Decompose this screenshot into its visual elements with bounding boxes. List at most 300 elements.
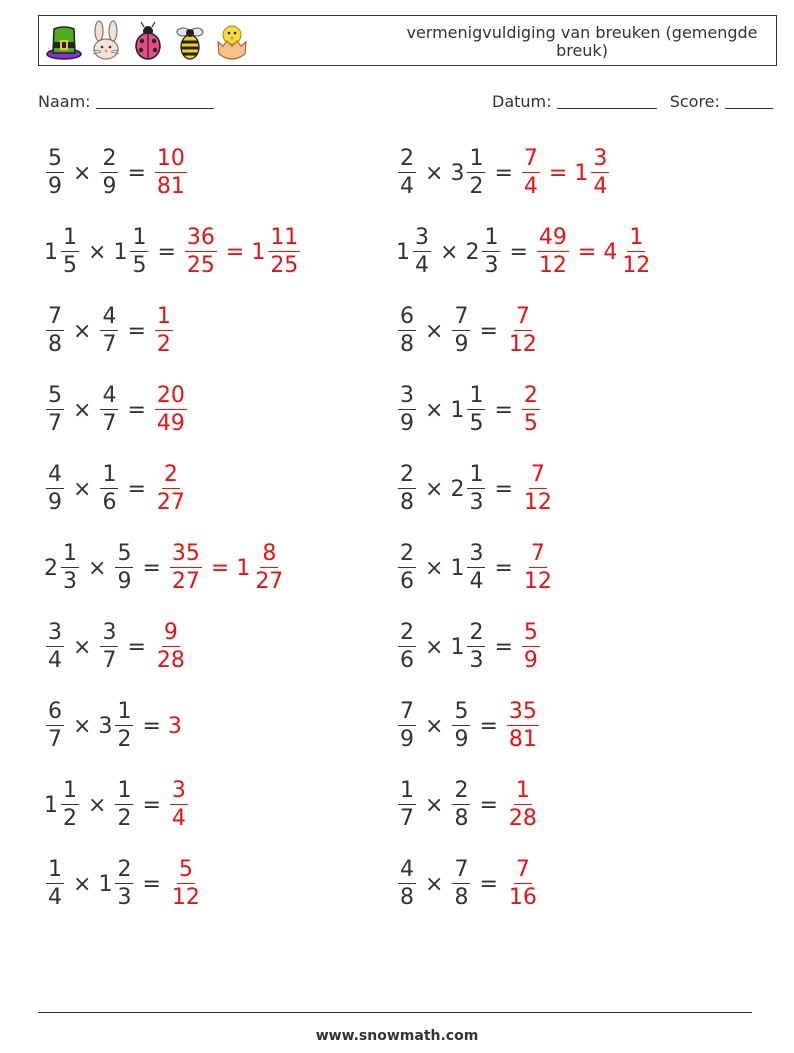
fraction (398, 464, 416, 514)
mixed-number (113, 780, 135, 830)
header-box (38, 15, 777, 66)
numerator: 1 (117, 699, 132, 724)
numerator: 2 (400, 146, 414, 171)
numerator: 3 (171, 778, 186, 803)
numerator: 1 (156, 304, 171, 329)
numerator: 5 (178, 857, 193, 882)
equals-sign: = (479, 318, 498, 344)
problem-item (396, 852, 541, 916)
fraction (522, 543, 554, 593)
equals-sign: = (142, 555, 161, 581)
whole-part: 1 (44, 792, 58, 818)
numerator: 2 (400, 541, 414, 566)
mixed-number (44, 227, 81, 277)
answer (505, 780, 541, 830)
equals-sign: = (142, 871, 161, 897)
denominator: 2 (156, 332, 171, 357)
times-sign: × (425, 634, 444, 660)
mixed-number (535, 227, 571, 277)
whole-part: 1 (44, 239, 58, 265)
numerator: 8 (262, 541, 277, 566)
numerator: 2 (454, 778, 469, 803)
equals-sign: = (479, 871, 498, 897)
mixed-number (44, 622, 66, 672)
equals-sign: = (494, 160, 513, 186)
bunny-icon (87, 20, 125, 62)
answer (520, 543, 556, 593)
mixed-number (396, 859, 418, 909)
mixed-number (465, 227, 502, 277)
fraction (100, 148, 118, 198)
problem-item (44, 694, 183, 758)
mixed-number (520, 148, 542, 198)
mixed-number (520, 464, 556, 514)
answer (520, 464, 556, 514)
denominator: 7 (48, 411, 62, 436)
problem-item (44, 773, 190, 837)
times-sign: × (73, 871, 92, 897)
fraction (61, 227, 79, 277)
denominator: 49 (156, 411, 185, 436)
denominator: 4 (48, 648, 62, 673)
date-label: Datum: (492, 92, 552, 111)
fraction (522, 622, 540, 672)
numerator: 10 (156, 146, 185, 171)
mixed-number (396, 306, 418, 356)
numerator: 1 (400, 778, 414, 803)
numerator: 1 (63, 541, 77, 566)
equals-sign: = (225, 239, 245, 265)
times-sign: × (88, 239, 107, 265)
mixed-number (450, 385, 487, 435)
numerator: 6 (48, 699, 62, 724)
fraction (46, 306, 64, 356)
date-score-field (492, 92, 773, 111)
mixed-number (168, 543, 204, 593)
equals-sign: = (142, 792, 161, 818)
numerator: 1 (117, 778, 132, 803)
mixed-number (396, 780, 418, 830)
fraction (170, 859, 202, 909)
problem-item (44, 536, 287, 600)
fraction (398, 622, 416, 672)
hat-icon (45, 20, 83, 62)
denominator: 25 (270, 253, 299, 278)
fraction (100, 385, 118, 435)
mixed-number (396, 543, 418, 593)
times-sign: × (73, 476, 92, 502)
mixed-number (98, 385, 120, 435)
fraction (467, 622, 485, 672)
fraction (591, 148, 609, 198)
numerator: 5 (48, 383, 62, 408)
fraction (130, 227, 148, 277)
mixed-number (98, 859, 135, 909)
ladybug-icon (129, 20, 167, 62)
denominator: 12 (523, 490, 552, 515)
fraction (620, 227, 652, 277)
mixed-number (450, 306, 472, 356)
denominator: 3 (63, 569, 77, 594)
score-line (725, 92, 773, 109)
mixed-number (450, 464, 487, 514)
denominator: 3 (469, 490, 484, 515)
fraction (253, 543, 285, 593)
denominator: 8 (400, 885, 414, 910)
numerator: 1 (469, 462, 484, 487)
numerator: 3 (593, 146, 608, 171)
equals-sign: = (494, 397, 513, 423)
whole-part: 3 (167, 713, 182, 739)
problem-item (44, 615, 189, 679)
numerator: 1 (484, 225, 499, 250)
denominator: 8 (454, 885, 469, 910)
fraction (452, 859, 470, 909)
answer (505, 701, 541, 751)
mixed-number (113, 227, 150, 277)
fraction (507, 780, 539, 830)
numerator: 2 (469, 620, 484, 645)
numerator: 7 (400, 699, 414, 724)
mixed-number (113, 543, 135, 593)
equals-sign: = (157, 239, 176, 265)
numerator: 2 (102, 146, 117, 171)
date-line (557, 92, 657, 109)
numerator: 5 (454, 699, 469, 724)
equals-sign: = (127, 160, 146, 186)
denominator: 9 (117, 569, 132, 594)
denominator: 6 (400, 569, 414, 594)
numerator: 5 (48, 146, 62, 171)
whole-part: 4 (603, 239, 618, 265)
whole-part: 2 (44, 555, 58, 581)
fraction (155, 148, 187, 198)
fraction (46, 385, 64, 435)
fraction (398, 780, 416, 830)
denominator: 9 (400, 727, 414, 752)
numerator: 1 (63, 778, 77, 803)
numerator: 1 (132, 225, 147, 250)
answer (520, 148, 611, 198)
numerator: 7 (48, 304, 62, 329)
mixed-number (396, 622, 418, 672)
fraction (155, 464, 187, 514)
numerator: 7 (530, 541, 545, 566)
times-sign: × (73, 634, 92, 660)
denominator: 7 (102, 332, 117, 357)
fraction (100, 306, 118, 356)
mixed-number (98, 464, 120, 514)
mixed-number (574, 148, 611, 198)
mixed-number (98, 622, 120, 672)
mixed-number (396, 227, 433, 277)
problem-item (396, 378, 542, 442)
fraction (522, 464, 554, 514)
problem-item (396, 773, 541, 837)
numerator: 1 (469, 383, 484, 408)
fraction (100, 622, 118, 672)
mixed-number (98, 148, 120, 198)
mixed-number (153, 148, 189, 198)
denominator: 16 (508, 885, 537, 910)
whole-part: 2 (450, 476, 465, 502)
times-sign: × (425, 555, 444, 581)
denominator: 27 (171, 569, 200, 594)
mixed-number (396, 701, 418, 751)
mixed-number (505, 780, 541, 830)
fraction (46, 464, 64, 514)
numerator: 3 (415, 225, 429, 250)
answer (168, 780, 190, 830)
numerator: 7 (515, 857, 530, 882)
whole-part: 3 (450, 160, 465, 186)
denominator: 3 (117, 885, 132, 910)
times-sign: × (73, 318, 92, 344)
mixed-number (450, 859, 472, 909)
times-sign: × (73, 397, 92, 423)
fraction (115, 859, 133, 909)
mixed-number (183, 227, 219, 277)
denominator: 28 (508, 806, 537, 831)
problem-item (44, 378, 189, 442)
whole-part: 1 (574, 160, 589, 186)
equals-sign: = (127, 397, 146, 423)
numerator: 4 (48, 462, 62, 487)
numerator: 20 (156, 383, 185, 408)
whole-part: 1 (251, 239, 266, 265)
denominator: 4 (593, 174, 608, 199)
times-sign: × (425, 792, 444, 818)
denominator: 3 (484, 253, 499, 278)
denominator: 12 (171, 885, 200, 910)
denominator: 5 (469, 411, 484, 436)
numerator: 3 (400, 383, 414, 408)
denominator: 9 (102, 174, 117, 199)
fraction (482, 227, 500, 277)
problem-item (44, 457, 189, 521)
mixed-number (153, 464, 189, 514)
times-sign: × (73, 713, 92, 739)
mixed-number (520, 543, 556, 593)
equals-sign: = (494, 555, 513, 581)
denominator: 2 (469, 174, 484, 199)
fraction (155, 622, 187, 672)
equals-sign: = (548, 160, 568, 186)
fraction (467, 464, 485, 514)
problem-item (396, 299, 541, 363)
whole-part: 1 (396, 239, 410, 265)
denominator: 7 (48, 727, 62, 752)
denominator: 2 (117, 806, 132, 831)
numerator: 7 (454, 857, 469, 882)
problem-item (44, 852, 204, 916)
denominator: 5 (63, 253, 77, 278)
answer (153, 622, 189, 672)
times-sign: × (425, 871, 444, 897)
denominator: 5 (523, 411, 538, 436)
numerator: 1 (515, 778, 530, 803)
denominator: 27 (156, 490, 185, 515)
denominator: 4 (523, 174, 538, 199)
mixed-number (153, 385, 189, 435)
times-sign: × (425, 713, 444, 739)
numerator: 36 (186, 225, 215, 250)
fraction (507, 701, 539, 751)
fraction (413, 227, 431, 277)
problem-item (396, 141, 611, 205)
mixed-number (44, 385, 66, 435)
problem-item (396, 536, 556, 600)
whole-part: 1 (450, 634, 465, 660)
numerator: 2 (117, 857, 132, 882)
denominator: 25 (186, 253, 215, 278)
times-sign: × (440, 239, 459, 265)
fraction (155, 306, 173, 356)
denominator: 12 (523, 569, 552, 594)
fraction (507, 859, 539, 909)
numerator: 4 (102, 383, 117, 408)
numerator: 4 (400, 857, 414, 882)
denominator: 9 (48, 490, 62, 515)
mixed-number (44, 780, 81, 830)
answer (168, 543, 287, 593)
fraction (537, 227, 569, 277)
equals-sign: = (210, 555, 230, 581)
denominator: 27 (255, 569, 284, 594)
answer (520, 385, 542, 435)
mixed-number (450, 543, 487, 593)
mixed-number (450, 622, 487, 672)
mixed-number (236, 543, 287, 593)
times-sign: × (425, 476, 444, 502)
answer (168, 859, 204, 909)
mixed-number (44, 306, 66, 356)
fraction (46, 701, 64, 751)
times-sign: × (88, 792, 107, 818)
score-label: Score: (669, 92, 720, 111)
numerator: 5 (523, 620, 538, 645)
equals-sign: = (494, 476, 513, 502)
whole-part: 1 (236, 555, 251, 581)
problem-item (396, 615, 542, 679)
denominator: 12 (508, 332, 537, 357)
denominator: 9 (523, 648, 538, 673)
denominator: 6 (400, 648, 414, 673)
mixed-number (168, 714, 183, 739)
answer (153, 464, 189, 514)
answer (153, 148, 189, 198)
fraction (452, 701, 470, 751)
equals-sign: = (479, 792, 498, 818)
icon-strip (45, 20, 251, 62)
fraction (155, 385, 187, 435)
fraction (46, 859, 64, 909)
equals-sign: = (127, 476, 146, 502)
mixed-number (505, 701, 541, 751)
mixed-number (396, 385, 418, 435)
denominator: 12 (538, 253, 567, 278)
denominator: 7 (400, 806, 414, 831)
numerator: 7 (515, 304, 530, 329)
mixed-number (450, 148, 487, 198)
answer (535, 227, 654, 277)
answer (168, 714, 183, 739)
fraction (46, 148, 64, 198)
times-sign: × (73, 160, 92, 186)
mixed-number (450, 780, 472, 830)
problem-item (396, 220, 654, 284)
fraction (467, 148, 485, 198)
denominator: 12 (622, 253, 651, 278)
answer (505, 859, 541, 909)
mixed-number (396, 464, 418, 514)
numerator: 1 (63, 225, 77, 250)
answer (183, 227, 302, 277)
denominator: 8 (400, 332, 414, 357)
denominator: 9 (400, 411, 414, 436)
fraction (46, 622, 64, 672)
fraction (61, 543, 79, 593)
mixed-number (168, 859, 204, 909)
mixed-number (520, 385, 542, 435)
problem-item (44, 220, 302, 284)
numerator: 11 (270, 225, 299, 250)
times-sign: × (88, 555, 107, 581)
mixed-number (44, 701, 66, 751)
denominator: 6 (102, 490, 117, 515)
numerator: 4 (102, 304, 117, 329)
fraction (507, 306, 539, 356)
whole-part: 1 (450, 555, 465, 581)
answer (153, 306, 175, 356)
fraction (170, 780, 188, 830)
fraction (467, 543, 485, 593)
numerator: 49 (538, 225, 567, 250)
problem-item (44, 299, 175, 363)
denominator: 9 (454, 332, 469, 357)
fraction (398, 701, 416, 751)
numerator: 6 (400, 304, 414, 329)
numerator: 7 (523, 146, 538, 171)
name-line (96, 92, 214, 109)
numerator: 3 (102, 620, 117, 645)
equals-sign: = (509, 239, 528, 265)
denominator: 2 (117, 727, 132, 752)
numerator: 1 (629, 225, 644, 250)
times-sign: × (425, 397, 444, 423)
denominator: 81 (156, 174, 185, 199)
denominator: 4 (415, 253, 429, 278)
footer-url: www.snowmath.com (315, 1028, 479, 1044)
denominator: 4 (171, 806, 186, 831)
denominator: 9 (454, 727, 469, 752)
numerator: 2 (400, 462, 414, 487)
denominator: 2 (63, 806, 77, 831)
fraction (115, 780, 133, 830)
denominator: 9 (48, 174, 62, 199)
numerator: 2 (163, 462, 178, 487)
worksheet-title: vermenigvuldiging van breuken (gemengde breuk) (406, 23, 758, 60)
numerator: 1 (102, 462, 117, 487)
denominator: 4 (48, 885, 62, 910)
times-sign: × (425, 160, 444, 186)
equals-sign: = (479, 713, 498, 739)
denominator: 28 (156, 648, 185, 673)
numerator: 2 (400, 620, 414, 645)
numerator: 5 (117, 541, 132, 566)
fraction (398, 543, 416, 593)
mixed-number (44, 148, 66, 198)
